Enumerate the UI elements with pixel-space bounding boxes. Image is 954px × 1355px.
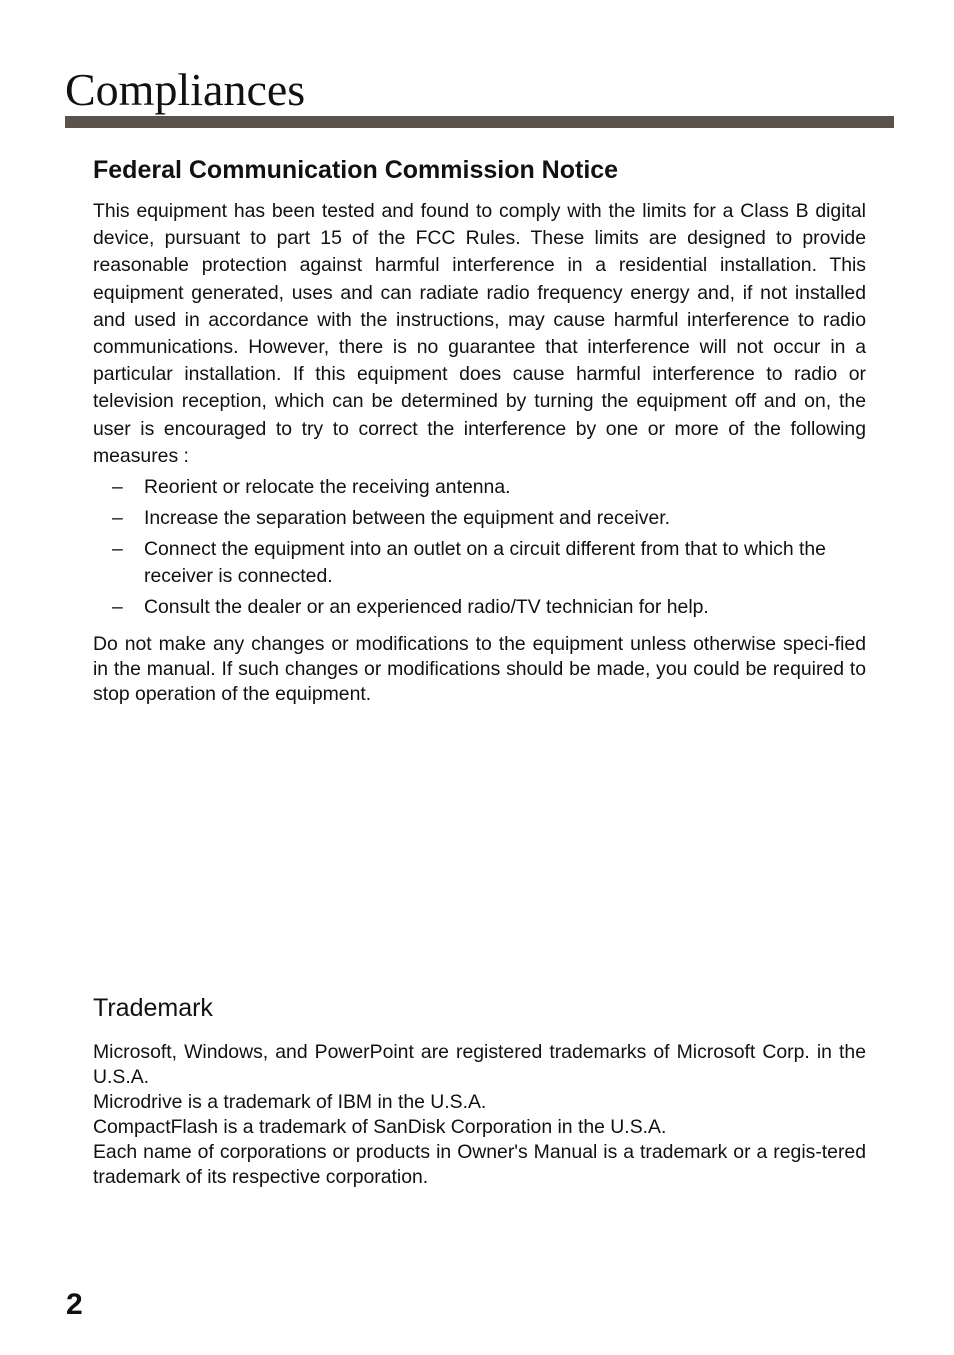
trademark-heading: Trademark [93, 994, 213, 1022]
fcc-notice-section [93, 152, 866, 707]
list-item [93, 594, 866, 621]
trademark-section [93, 990, 866, 1190]
measure-text: Connect the equipment into an outlet on a circuit different from that to which the receiver is connected. [144, 538, 826, 588]
list-item [93, 474, 866, 501]
trademark-lines [93, 1040, 866, 1190]
trademark-line: Each name of corporations or products in Owner's Manual is a trademark or a regis-tered trademark of its respective corporation. [93, 1141, 866, 1188]
list-item [93, 505, 866, 532]
fcc-heading: Federal Communication Commission Notice [93, 156, 619, 184]
trademark-line: Microsoft, Windows, and PowerPoint are registered trademarks of Microsoft Corp. in the U.S.A. [93, 1041, 866, 1088]
dash-bullet: – [112, 507, 123, 530]
dash-bullet: – [112, 596, 123, 619]
page-number: 2 [66, 1288, 83, 1321]
measure-text: Reorient or relocate the receiving antenna. [144, 476, 511, 499]
dash-bullet: – [112, 476, 123, 499]
fcc-intro-paragraph: This equipment has been tested and found to comply with the limits for a Class B digital device, pursuant to part 15 of the FCC Rules. These limits are designed to provide reasonable protection against harmful interference in a residential installation. This equipment generated, uses and can radiate radio frequency energy and, if not installed and used in accordance with the instructions, may cause harmful interference to radio communications. However, there is no guarantee that interference will not occur in a particular installation. If this equipment does cause harmful interference to radio or television reception, which can be determined by turning the equipment off and on, the user is encouraged to try to correct the interference by one or more of the following measures : [93, 200, 866, 467]
measure-text: Consult the dealer or an experienced radio/TV technician for help. [144, 596, 709, 619]
trademark-line: Microdrive is a trademark of IBM in the U.S.A. [93, 1091, 487, 1113]
title-rule [65, 116, 894, 128]
measure-text: Increase the separation between the equipment and receiver. [144, 507, 671, 530]
trademark-line: CompactFlash is a trademark of SanDisk Corporation in the U.S.A. [93, 1116, 667, 1138]
dash-bullet: – [112, 538, 123, 561]
list-item [93, 536, 866, 590]
fcc-changes-paragraph: Do not make any changes or modifications to the equipment unless otherwise speci-fied in the manual. If such changes or modifications should be made, you could be required to stop operation of the equipment. [93, 633, 866, 706]
page-title: Compliances [65, 64, 306, 115]
measures-list [93, 474, 866, 621]
